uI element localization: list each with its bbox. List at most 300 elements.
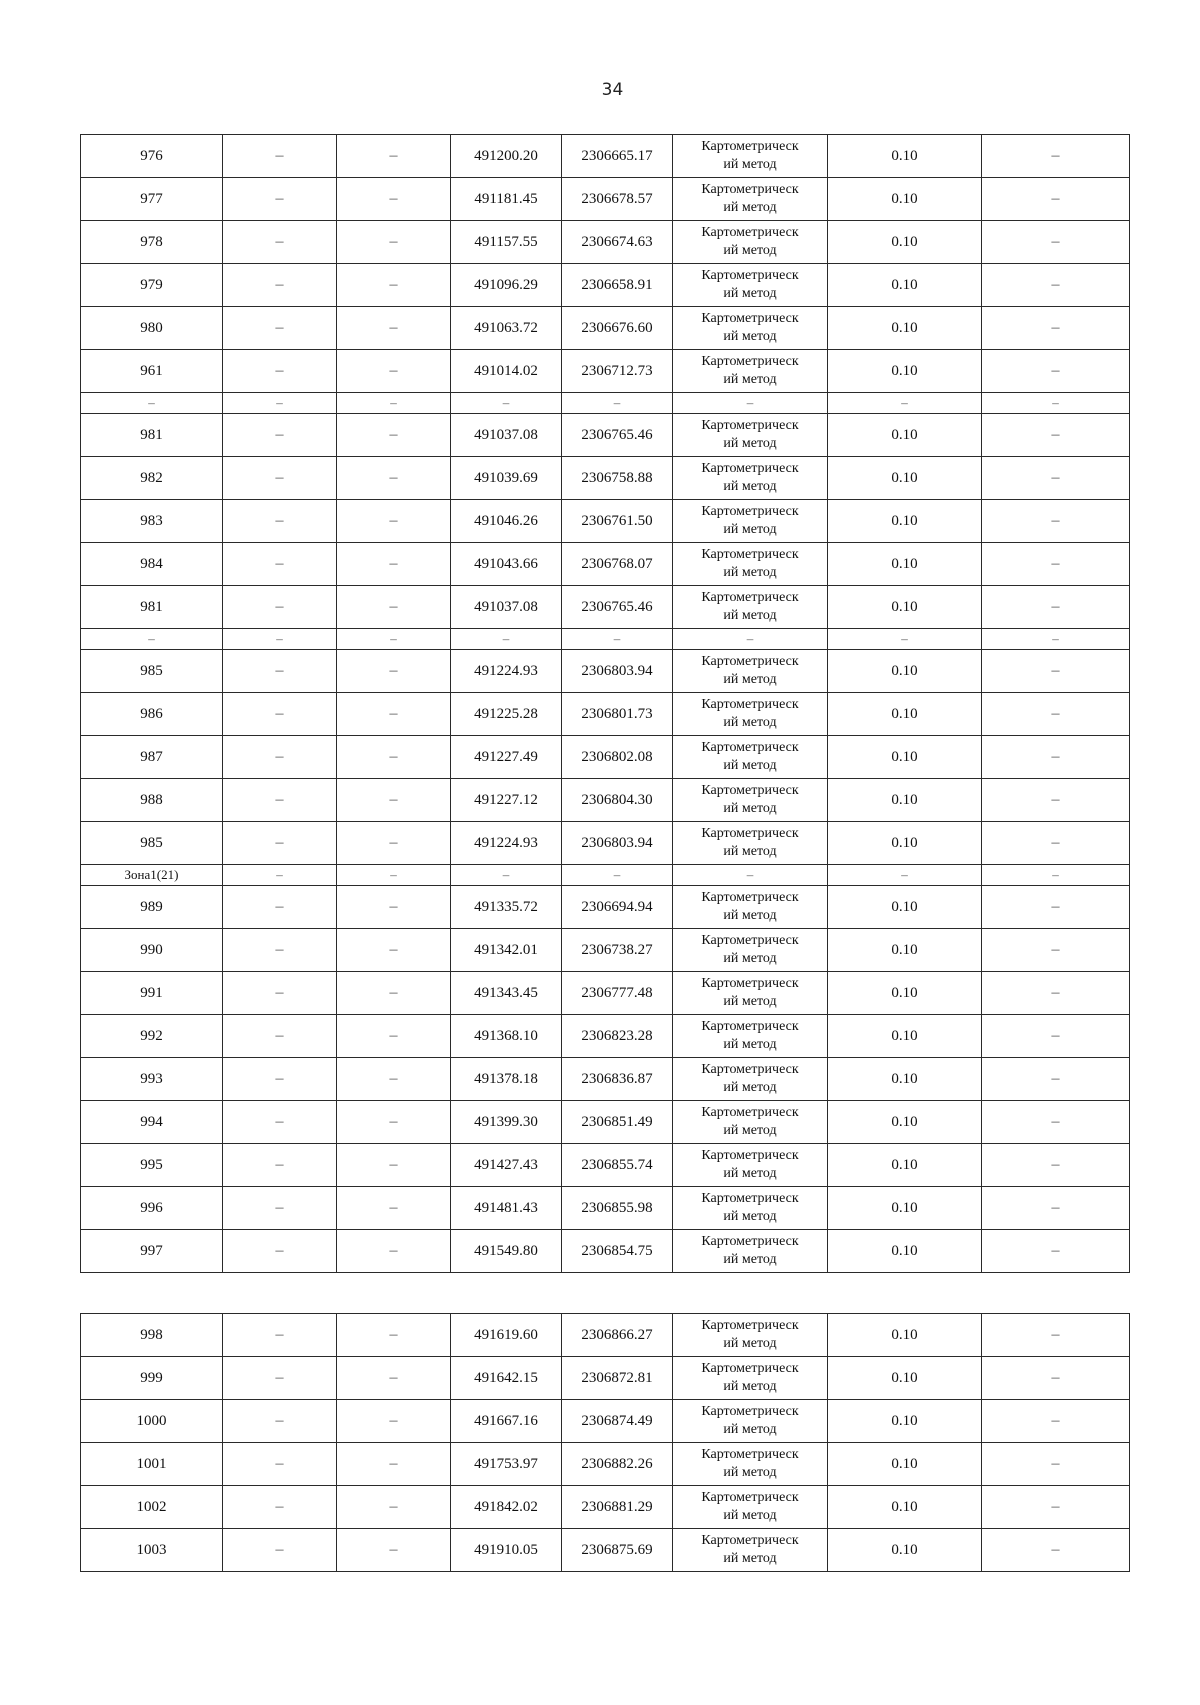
empty-cell: –	[223, 865, 337, 886]
method-text-line1: Картометрическ	[701, 547, 799, 562]
empty-cell: –	[451, 629, 562, 650]
accuracy-cell: 0.10	[828, 264, 982, 307]
y-coordinate-cell: 2306823.28	[562, 1015, 673, 1058]
empty-cell: –	[223, 500, 337, 543]
method-text-line2: ий метод	[723, 1379, 777, 1394]
method-text-line1: Картометрическ	[701, 225, 799, 240]
empty-cell: –	[982, 1187, 1130, 1230]
empty-cell: –	[337, 307, 451, 350]
empty-cell: –	[337, 221, 451, 264]
empty-cell: –	[223, 1529, 337, 1572]
method-text-line2: ий метод	[723, 1123, 777, 1138]
empty-cell: –	[982, 865, 1130, 886]
y-coordinate-cell: 2306803.94	[562, 650, 673, 693]
empty-cell: –	[223, 736, 337, 779]
accuracy-cell: 0.10	[828, 650, 982, 693]
zone-label-cell: Зона1(21)	[81, 865, 223, 886]
empty-cell: –	[337, 543, 451, 586]
empty-cell: –	[223, 822, 337, 865]
method-cell	[673, 1058, 828, 1101]
point-number-cell: 979	[81, 264, 223, 307]
method-cell	[673, 350, 828, 393]
empty-cell: –	[337, 1357, 451, 1400]
y-coordinate-cell: 2306855.74	[562, 1144, 673, 1187]
x-coordinate-cell: 491642.15	[451, 1357, 562, 1400]
separator-row	[81, 629, 1130, 650]
y-coordinate-cell: 2306836.87	[562, 1058, 673, 1101]
y-coordinate-cell: 2306758.88	[562, 457, 673, 500]
table-row	[81, 500, 1130, 543]
accuracy-cell: 0.10	[828, 972, 982, 1015]
empty-cell: –	[562, 629, 673, 650]
x-coordinate-cell: 491037.08	[451, 586, 562, 629]
empty-cell: –	[223, 1144, 337, 1187]
method-text-line1: Картометрическ	[701, 783, 799, 798]
point-number-cell: 989	[81, 886, 223, 929]
method-text-line1: Картометрическ	[701, 1019, 799, 1034]
method-cell	[673, 736, 828, 779]
empty-cell: –	[982, 886, 1130, 929]
accuracy-cell: 0.10	[828, 1529, 982, 1572]
point-number-cell: 996	[81, 1187, 223, 1230]
empty-cell: –	[337, 1314, 451, 1357]
point-number-cell: 987	[81, 736, 223, 779]
empty-cell: –	[982, 1400, 1130, 1443]
empty-cell: –	[337, 1101, 451, 1144]
empty-cell: –	[982, 178, 1130, 221]
table-row	[81, 1314, 1130, 1357]
accuracy-cell: 0.10	[828, 1314, 982, 1357]
method-text-line1: Картометрическ	[701, 654, 799, 669]
empty-cell: –	[673, 865, 828, 886]
point-number-cell: 997	[81, 1230, 223, 1273]
empty-cell: –	[828, 629, 982, 650]
method-text-line2: ий метод	[723, 1166, 777, 1181]
empty-cell: –	[982, 693, 1130, 736]
table-row	[81, 1058, 1130, 1101]
table-row	[81, 1357, 1130, 1400]
method-text-line2: ий метод	[723, 286, 777, 301]
point-number-cell: 1002	[81, 1486, 223, 1529]
empty-cell: –	[337, 393, 451, 414]
method-text-line1: Картометрическ	[701, 1148, 799, 1163]
table-row	[81, 822, 1130, 865]
y-coordinate-cell: 2306872.81	[562, 1357, 673, 1400]
table-row	[81, 350, 1130, 393]
y-coordinate-cell: 2306665.17	[562, 135, 673, 178]
accuracy-cell: 0.10	[828, 693, 982, 736]
empty-cell: –	[982, 972, 1130, 1015]
point-number-cell: 985	[81, 650, 223, 693]
x-coordinate-cell: 491014.02	[451, 350, 562, 393]
empty-cell: –	[982, 822, 1130, 865]
accuracy-cell: 0.10	[828, 135, 982, 178]
empty-cell: –	[223, 414, 337, 457]
empty-cell: –	[982, 1443, 1130, 1486]
method-cell	[673, 972, 828, 1015]
empty-cell: –	[223, 264, 337, 307]
accuracy-cell: 0.10	[828, 1187, 982, 1230]
table-row	[81, 414, 1130, 457]
empty-cell: –	[562, 865, 673, 886]
y-coordinate-cell: 2306694.94	[562, 886, 673, 929]
method-text-line2: ий метод	[723, 1508, 777, 1523]
empty-cell: –	[982, 779, 1130, 822]
accuracy-cell: 0.10	[828, 1144, 982, 1187]
method-text-line1: Картометрическ	[701, 1533, 799, 1548]
empty-cell: –	[223, 1400, 337, 1443]
empty-cell: –	[81, 393, 223, 414]
empty-cell: –	[337, 457, 451, 500]
table-row	[81, 264, 1130, 307]
method-text-line2: ий метод	[723, 1422, 777, 1437]
page-number: 34	[601, 80, 624, 100]
table-row	[81, 307, 1130, 350]
point-number-cell: 984	[81, 543, 223, 586]
method-text-line2: ий метод	[723, 715, 777, 730]
method-text-line2: ий метод	[723, 522, 777, 537]
method-text-line1: Картометрическ	[701, 354, 799, 369]
empty-cell: –	[223, 972, 337, 1015]
empty-cell: –	[337, 1230, 451, 1273]
empty-cell: –	[337, 1443, 451, 1486]
y-coordinate-cell: 2306851.49	[562, 1101, 673, 1144]
table-row	[81, 736, 1130, 779]
empty-cell: –	[982, 1058, 1130, 1101]
empty-cell: –	[982, 586, 1130, 629]
point-number-cell: 1003	[81, 1529, 223, 1572]
point-number-cell: 1001	[81, 1443, 223, 1486]
method-text-line2: ий метод	[723, 1209, 777, 1224]
x-coordinate-cell: 491549.80	[451, 1230, 562, 1273]
method-text-line2: ий метод	[723, 672, 777, 687]
empty-cell: –	[337, 693, 451, 736]
table-row	[81, 929, 1130, 972]
method-text-line1: Картометрическ	[701, 182, 799, 197]
accuracy-cell: 0.10	[828, 1400, 982, 1443]
empty-cell: –	[982, 543, 1130, 586]
empty-cell: –	[337, 1529, 451, 1572]
method-text-line2: ий метод	[723, 1080, 777, 1095]
x-coordinate-cell: 491842.02	[451, 1486, 562, 1529]
empty-cell: –	[982, 629, 1130, 650]
empty-cell: –	[223, 1187, 337, 1230]
method-cell	[673, 650, 828, 693]
method-cell	[673, 307, 828, 350]
separator-row	[81, 865, 1130, 886]
empty-cell: –	[223, 457, 337, 500]
y-coordinate-cell: 2306804.30	[562, 779, 673, 822]
x-coordinate-cell: 491227.49	[451, 736, 562, 779]
method-text-line1: Картометрическ	[701, 139, 799, 154]
y-coordinate-cell: 2306765.46	[562, 414, 673, 457]
x-coordinate-cell: 491753.97	[451, 1443, 562, 1486]
method-cell	[673, 886, 828, 929]
accuracy-cell: 0.10	[828, 779, 982, 822]
method-cell	[673, 1015, 828, 1058]
x-coordinate-cell: 491343.45	[451, 972, 562, 1015]
empty-cell: –	[337, 414, 451, 457]
empty-cell: –	[223, 1357, 337, 1400]
x-coordinate-cell: 491225.28	[451, 693, 562, 736]
method-cell	[673, 1187, 828, 1230]
accuracy-cell: 0.10	[828, 929, 982, 972]
empty-cell: –	[982, 1357, 1130, 1400]
method-text-line2: ий метод	[723, 243, 777, 258]
accuracy-cell: 0.10	[828, 1443, 982, 1486]
y-coordinate-cell: 2306875.69	[562, 1529, 673, 1572]
x-coordinate-cell: 491063.72	[451, 307, 562, 350]
method-text-line2: ий метод	[723, 951, 777, 966]
y-coordinate-cell: 2306874.49	[562, 1400, 673, 1443]
accuracy-cell: 0.10	[828, 307, 982, 350]
method-cell	[673, 1101, 828, 1144]
empty-cell: –	[337, 929, 451, 972]
method-text-line1: Картометрическ	[701, 1490, 799, 1505]
y-coordinate-cell: 2306676.60	[562, 307, 673, 350]
coordinates-table	[80, 134, 1130, 1273]
empty-cell: –	[982, 1144, 1130, 1187]
y-coordinate-cell: 2306855.98	[562, 1187, 673, 1230]
method-text-line2: ий метод	[723, 565, 777, 580]
method-cell	[673, 693, 828, 736]
point-number-cell: 981	[81, 414, 223, 457]
point-number-cell: 983	[81, 500, 223, 543]
x-coordinate-cell: 491200.20	[451, 135, 562, 178]
empty-cell: –	[223, 1058, 337, 1101]
empty-cell: –	[223, 629, 337, 650]
method-cell	[673, 1400, 828, 1443]
empty-cell: –	[828, 865, 982, 886]
y-coordinate-cell: 2306712.73	[562, 350, 673, 393]
empty-cell: –	[982, 1486, 1130, 1529]
accuracy-cell: 0.10	[828, 414, 982, 457]
empty-cell: –	[337, 1486, 451, 1529]
method-text-line2: ий метод	[723, 1465, 777, 1480]
method-cell	[673, 822, 828, 865]
method-cell	[673, 779, 828, 822]
point-number-cell: 988	[81, 779, 223, 822]
method-text-line1: Картометрическ	[701, 504, 799, 519]
method-cell	[673, 543, 828, 586]
method-text-line1: Картометрическ	[701, 1447, 799, 1462]
method-text-line1: Картометрическ	[701, 268, 799, 283]
method-cell	[673, 457, 828, 500]
method-text-line1: Картометрическ	[701, 311, 799, 326]
x-coordinate-cell: 491037.08	[451, 414, 562, 457]
point-number-cell: 976	[81, 135, 223, 178]
empty-cell: –	[223, 307, 337, 350]
empty-cell: –	[451, 393, 562, 414]
empty-cell: –	[982, 500, 1130, 543]
method-text-line2: ий метод	[723, 436, 777, 451]
method-cell	[673, 1529, 828, 1572]
method-text-line2: ий метод	[723, 1252, 777, 1267]
y-coordinate-cell: 2306777.48	[562, 972, 673, 1015]
point-number-cell: 991	[81, 972, 223, 1015]
point-number-cell: 982	[81, 457, 223, 500]
method-text-line2: ий метод	[723, 479, 777, 494]
method-cell	[673, 1144, 828, 1187]
x-coordinate-cell: 491335.72	[451, 886, 562, 929]
empty-cell: –	[562, 393, 673, 414]
empty-cell: –	[223, 886, 337, 929]
x-coordinate-cell: 491910.05	[451, 1529, 562, 1572]
empty-cell: –	[982, 350, 1130, 393]
table-row	[81, 543, 1130, 586]
table-row	[81, 779, 1130, 822]
table-row	[81, 135, 1130, 178]
x-coordinate-cell: 491096.29	[451, 264, 562, 307]
y-coordinate-cell: 2306658.91	[562, 264, 673, 307]
accuracy-cell: 0.10	[828, 457, 982, 500]
accuracy-cell: 0.10	[828, 1101, 982, 1144]
empty-cell: –	[982, 650, 1130, 693]
empty-cell: –	[223, 543, 337, 586]
method-text-line1: Картометрическ	[701, 697, 799, 712]
method-text-line1: Картометрическ	[701, 933, 799, 948]
empty-cell: –	[223, 1015, 337, 1058]
empty-cell: –	[982, 1230, 1130, 1273]
method-text-line1: Картометрическ	[701, 1105, 799, 1120]
empty-cell: –	[337, 1187, 451, 1230]
y-coordinate-cell: 2306678.57	[562, 178, 673, 221]
empty-cell: –	[223, 929, 337, 972]
method-cell	[673, 1486, 828, 1529]
empty-cell: –	[337, 972, 451, 1015]
empty-cell: –	[223, 779, 337, 822]
empty-cell: –	[337, 779, 451, 822]
empty-cell: –	[223, 1230, 337, 1273]
point-number-cell: 981	[81, 586, 223, 629]
method-text-line2: ий метод	[723, 758, 777, 773]
y-coordinate-cell: 2306768.07	[562, 543, 673, 586]
empty-cell: –	[223, 1486, 337, 1529]
empty-cell: –	[982, 736, 1130, 779]
table-row	[81, 1230, 1130, 1273]
method-text-line2: ий метод	[723, 844, 777, 859]
empty-cell: –	[982, 135, 1130, 178]
empty-cell: –	[223, 1101, 337, 1144]
method-text-line1: Картометрическ	[701, 590, 799, 605]
method-text-line1: Картометрическ	[701, 740, 799, 755]
x-coordinate-cell: 491427.43	[451, 1144, 562, 1187]
x-coordinate-cell: 491224.93	[451, 822, 562, 865]
empty-cell: –	[982, 393, 1130, 414]
empty-cell: –	[337, 1400, 451, 1443]
accuracy-cell: 0.10	[828, 586, 982, 629]
method-text-line1: Картометрическ	[701, 1361, 799, 1376]
empty-cell: –	[982, 457, 1130, 500]
x-coordinate-cell: 491368.10	[451, 1015, 562, 1058]
method-text-line1: Картометрическ	[701, 418, 799, 433]
empty-cell: –	[982, 929, 1130, 972]
empty-cell: –	[337, 350, 451, 393]
method-cell	[673, 586, 828, 629]
empty-cell: –	[982, 1015, 1130, 1058]
empty-cell: –	[337, 650, 451, 693]
method-text-line1: Картометрическ	[701, 1191, 799, 1206]
x-coordinate-cell: 491046.26	[451, 500, 562, 543]
method-text-line1: Картометрическ	[701, 1404, 799, 1419]
method-cell	[673, 1230, 828, 1273]
empty-cell: –	[337, 629, 451, 650]
empty-cell: –	[223, 221, 337, 264]
point-number-cell: 980	[81, 307, 223, 350]
table-row	[81, 1101, 1130, 1144]
empty-cell: –	[828, 393, 982, 414]
empty-cell: –	[982, 307, 1130, 350]
method-text-line2: ий метод	[723, 1336, 777, 1351]
accuracy-cell: 0.10	[828, 350, 982, 393]
empty-cell: –	[223, 1443, 337, 1486]
point-number-cell: 993	[81, 1058, 223, 1101]
point-number-cell: 999	[81, 1357, 223, 1400]
method-cell	[673, 1443, 828, 1486]
coordinates-table-continued	[80, 1313, 1130, 1572]
y-coordinate-cell: 2306881.29	[562, 1486, 673, 1529]
empty-cell: –	[337, 865, 451, 886]
table-row	[81, 650, 1130, 693]
accuracy-cell: 0.10	[828, 1230, 982, 1273]
method-cell	[673, 221, 828, 264]
accuracy-cell: 0.10	[828, 221, 982, 264]
method-text-line1: Картометрическ	[701, 976, 799, 991]
method-text-line2: ий метод	[723, 1037, 777, 1052]
y-coordinate-cell: 2306674.63	[562, 221, 673, 264]
empty-cell: –	[982, 1529, 1130, 1572]
method-cell	[673, 135, 828, 178]
y-coordinate-cell: 2306738.27	[562, 929, 673, 972]
empty-cell: –	[223, 393, 337, 414]
y-coordinate-cell: 2306866.27	[562, 1314, 673, 1357]
table-row	[81, 178, 1130, 221]
point-number-cell: 994	[81, 1101, 223, 1144]
empty-cell: –	[337, 178, 451, 221]
table-row	[81, 1144, 1130, 1187]
method-text-line1: Картометрическ	[701, 1318, 799, 1333]
separator-row	[81, 393, 1130, 414]
empty-cell: –	[982, 1101, 1130, 1144]
y-coordinate-cell: 2306854.75	[562, 1230, 673, 1273]
method-text-line1: Картометрическ	[701, 826, 799, 841]
empty-cell: –	[337, 1015, 451, 1058]
accuracy-cell: 0.10	[828, 1357, 982, 1400]
method-text-line2: ий метод	[723, 908, 777, 923]
empty-cell: –	[223, 650, 337, 693]
method-text-line2: ий метод	[723, 200, 777, 215]
x-coordinate-cell: 491224.93	[451, 650, 562, 693]
y-coordinate-cell: 2306803.94	[562, 822, 673, 865]
empty-cell: –	[223, 586, 337, 629]
y-coordinate-cell: 2306761.50	[562, 500, 673, 543]
table-row	[81, 1400, 1130, 1443]
method-text-line2: ий метод	[723, 1551, 777, 1566]
empty-cell: –	[982, 221, 1130, 264]
empty-cell: –	[673, 629, 828, 650]
method-cell	[673, 414, 828, 457]
point-number-cell: 978	[81, 221, 223, 264]
empty-cell: –	[451, 865, 562, 886]
table-row	[81, 1015, 1130, 1058]
table-row	[81, 972, 1130, 1015]
empty-cell: –	[337, 264, 451, 307]
x-coordinate-cell: 491378.18	[451, 1058, 562, 1101]
point-number-cell: 998	[81, 1314, 223, 1357]
empty-cell: –	[337, 1058, 451, 1101]
table-row	[81, 1443, 1130, 1486]
empty-cell: –	[337, 736, 451, 779]
